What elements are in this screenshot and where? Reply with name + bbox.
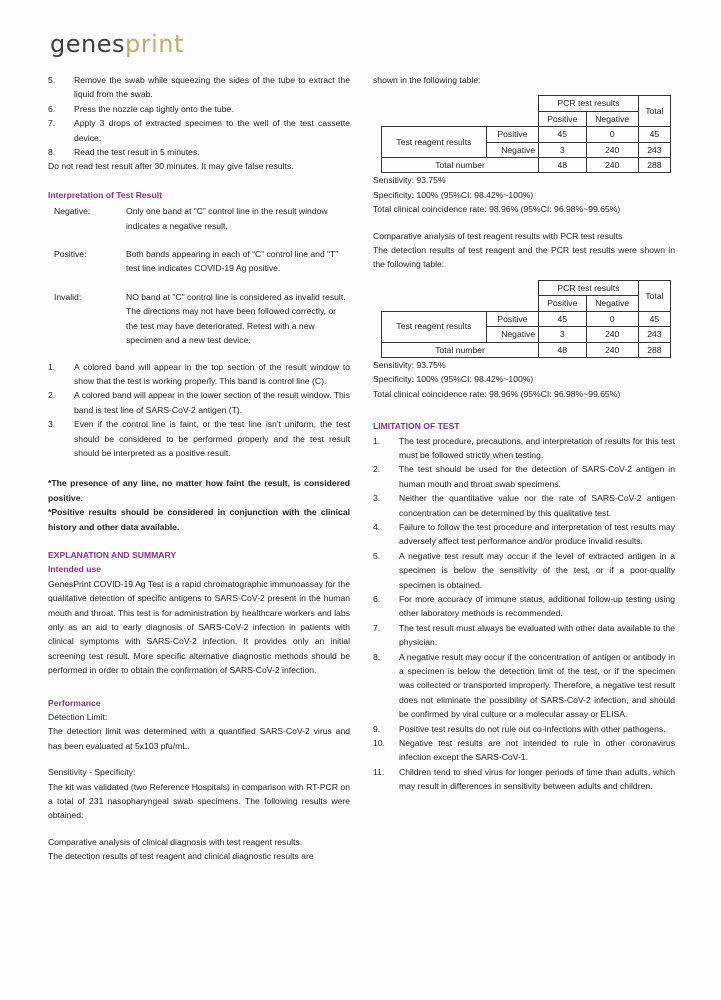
intended-use-text: GenesPrint COVID-19 Ag Test is a rapid chromatographic immunoassay for the qualitative detection of specific antigens to SARS-CoV-2 present in the human mouth and throat. This test is for administration by healthcare workers and labs only as an aid to early diagnosis of SARS-CoV-2 infection in patients with clinical symptoms with SARS-CoV-2 infection. It provides only an initial screening test result. More specific alternative diagnostic methods should be performed in order to obtain the confirmation of SARS-CoV-2 infection.: [48, 578, 350, 676]
limitation-item: [373, 434, 675, 463]
list-number: 6.: [373, 594, 381, 604]
limitation-item: [373, 549, 675, 592]
list-text: Remove the swab while squeezing the sides of the tube to extract the liquid from the swab.: [74, 75, 350, 100]
list-text: Press the nozzle cap tightly onto the tube.: [74, 103, 234, 114]
list-text: Positive test results do not rule out co-infections with other pathogens.: [399, 723, 666, 734]
list-number: 3.: [48, 419, 56, 430]
coincidence-2: Total clinical coincidence rate: 98.96% (95%CI: 96.98%~99.65%): [373, 388, 621, 399]
limitation-item: [373, 520, 675, 549]
band-item: [48, 417, 350, 460]
pcr-comparison-title: Comparative analysis of test reagent results with PCR test results: [373, 230, 623, 241]
limitation-item: [373, 650, 675, 722]
list-number: 1.: [48, 361, 56, 372]
band-item: [48, 360, 350, 389]
list-number: 3.: [373, 493, 381, 504]
list-number: 10.: [373, 738, 385, 749]
list-text: A colored band will appear in the lower section of the result window. This band is test line of SARS-CoV-2 antigen (T).: [74, 390, 350, 415]
limitation-item: [373, 765, 675, 794]
procedure-steps: [48, 73, 350, 159]
table-intro: shown in the following table:: [373, 75, 481, 85]
procedure-step: [48, 116, 350, 145]
detection-limit-text: The detection limit was determined with a quantified SARS-CoV-2 virus and has been evaluated at 5x103 pfu/mL.: [48, 726, 350, 751]
list-text: A colored band will appear in the top section of the result window to show that the test is working properly. This band is control line (C).: [74, 361, 350, 386]
limitation-item: [373, 736, 675, 765]
list-number: 5.: [48, 75, 56, 85]
list-text: Apply 3 drops of extracted specimen to the well of the test cassette device.: [74, 118, 350, 143]
limitation-item: [373, 592, 675, 621]
pcr-results-table: PCR test results Total Positive Negative Test reagent results Positive 45 0 45 Negative 3 240 243 Total number 48 240 288: [381, 280, 671, 358]
band-item: [48, 388, 350, 417]
list-number: 2.: [48, 390, 56, 401]
list-text: The test procedure, precautions, and interpretation of results for this test must be followed strictly when testing.: [399, 435, 675, 460]
list-text: Children tend to shed virus for longer periods of time than adults, which may result in differences in sensitivity between adults and children.: [399, 766, 675, 792]
interp-invalid: Invalid: NO band at "C" control line is considered as invalid result. The directions may not have been followed correctly, or the test may have deteriorated. Retest with a new specimen and a new test device.: [54, 291, 346, 346]
limitation-item: [373, 722, 675, 736]
comparative-analysis-2: The detection results of test reagent and clinical diagnostic results are: [48, 851, 314, 862]
list-text: A negative result may occur if the concentration of antigen or antibody in a specimen is below the detection limit of the test, or if the specimen was collected or transported improperly. Therefore, a negative test result does not eliminate the possibility of SARS-CoV-2 infection, and should be confirmed by viral culture or a molecular assay or ELISA.: [399, 651, 675, 720]
genesprint-logo: genesprint: [50, 30, 184, 58]
sensitivity-label: Sensitivity - Specificity:: [48, 767, 136, 778]
read-warning: Do not read test result after 30 minutes. It may give false results.: [48, 161, 294, 172]
list-number: 4.: [373, 521, 381, 532]
note-any-line: *The presence of any line, no matter how faint the result, is considered positive.: [48, 478, 350, 503]
pcr-comparison-text: The detection results of test reagent and the PCR test results were shown in the following table:: [373, 245, 675, 270]
note-clinical-history: *Positive results should be considered in conjunction with the clinical history and other data available.: [48, 507, 350, 532]
sensitivity-1: Sensitivity: 93.75%: [373, 175, 446, 186]
limitation-heading: LIMITATION OF TEST: [373, 421, 460, 432]
list-text: Even if the control line is faint, or the test line isn't uniform, the test should be considered to be performed properly and the test result should be interpreted as a positive result.: [74, 419, 350, 458]
limitation-list: [373, 434, 675, 794]
list-number: 9.: [373, 723, 381, 734]
procedure-step: [48, 102, 350, 116]
left-column: [48, 73, 350, 864]
limitation-item: [373, 621, 675, 650]
list-number: 1.: [373, 435, 381, 446]
interp-negative: Negative: Only one band at “C” control line in the result window indicates a negative result.: [54, 206, 328, 231]
performance-heading: Performance: [48, 697, 101, 708]
sensitivity-text: The kit was validated (two Reference Hospitals) in comparison with RT-PCR on a total of 231 nasopharyngeal swab specimens. The following results were obtained:: [48, 781, 350, 821]
list-number: 8.: [48, 147, 56, 158]
explanation-heading: EXPLANATION AND SUMMARY: [48, 549, 177, 560]
list-number: 2.: [373, 464, 381, 475]
list-text: A negative test result may occur if the level of extracted antigen in a specimen is below the sensitivity of the test, or if a poor-quality specimen is obtained.: [399, 550, 675, 590]
clinical-results-table: PCR test results Total Positive Negative Test reagent results Positive 45 0 45 Negative 3 240 243 Total number 48 240 288: [381, 95, 671, 173]
procedure-step: [48, 145, 350, 159]
interpretation-heading: Interpretation of Test Result: [48, 189, 162, 200]
specificity-2: Specificity: 100% (95%CI: 98.42%~100%): [373, 374, 534, 385]
specificity-1: Specificity: 100% (95%CI: 98.42%~100%): [373, 189, 534, 200]
list-text: Neither the quantitative value nor the rate of SARS-CoV-2 antigen concentration can be determined by this qualitative test.: [399, 493, 675, 518]
coincidence-1: Total clinical coincidence rate: 98.96% (95%CI: 96.98%~99.65%): [373, 204, 621, 215]
band-list: [48, 360, 350, 461]
list-text: For more accuracy of immune status, additional follow-up testing using other laboratory methods is recommended.: [399, 594, 675, 619]
list-text: The test result must always be evaluated with other data available to the physician.: [399, 622, 675, 648]
procedure-step: [48, 73, 350, 102]
intended-use-heading: Intended use: [48, 564, 102, 575]
list-number: 7.: [48, 118, 56, 129]
detection-limit-label: Detection Limit:: [48, 712, 108, 723]
list-number: 5.: [373, 550, 381, 561]
right-column: [373, 73, 675, 794]
list-number: 8.: [373, 651, 381, 662]
list-text: Negative test results are not intended to rule in other coronavirus infection except the SARS-CoV-1.: [399, 738, 675, 763]
list-text: The test should be used for the detection of SARS-CoV-2 antigen in human mouth and throat swab specimens.: [399, 464, 675, 489]
list-number: 11.: [373, 766, 385, 777]
interp-positive: Positive: Both bands appearing in each of “C” control line and “T” test line indicates COVID-19 Ag positive.: [54, 249, 339, 274]
limitation-item: [373, 462, 675, 491]
list-text: Read the test result in 5 minutes.: [74, 147, 200, 158]
list-text: Failure to follow the test procedure and interpretation of test results may adversely affect test performance and/or produce invalid results.: [399, 521, 675, 547]
comparative-analysis-1: Comparative analysis of clinical diagnosis with test reagent results.: [48, 836, 303, 847]
limitation-item: [373, 491, 675, 520]
list-number: 6.: [48, 103, 56, 114]
sensitivity-2: Sensitivity: 93.75%: [373, 359, 446, 370]
list-number: 7.: [373, 622, 381, 633]
